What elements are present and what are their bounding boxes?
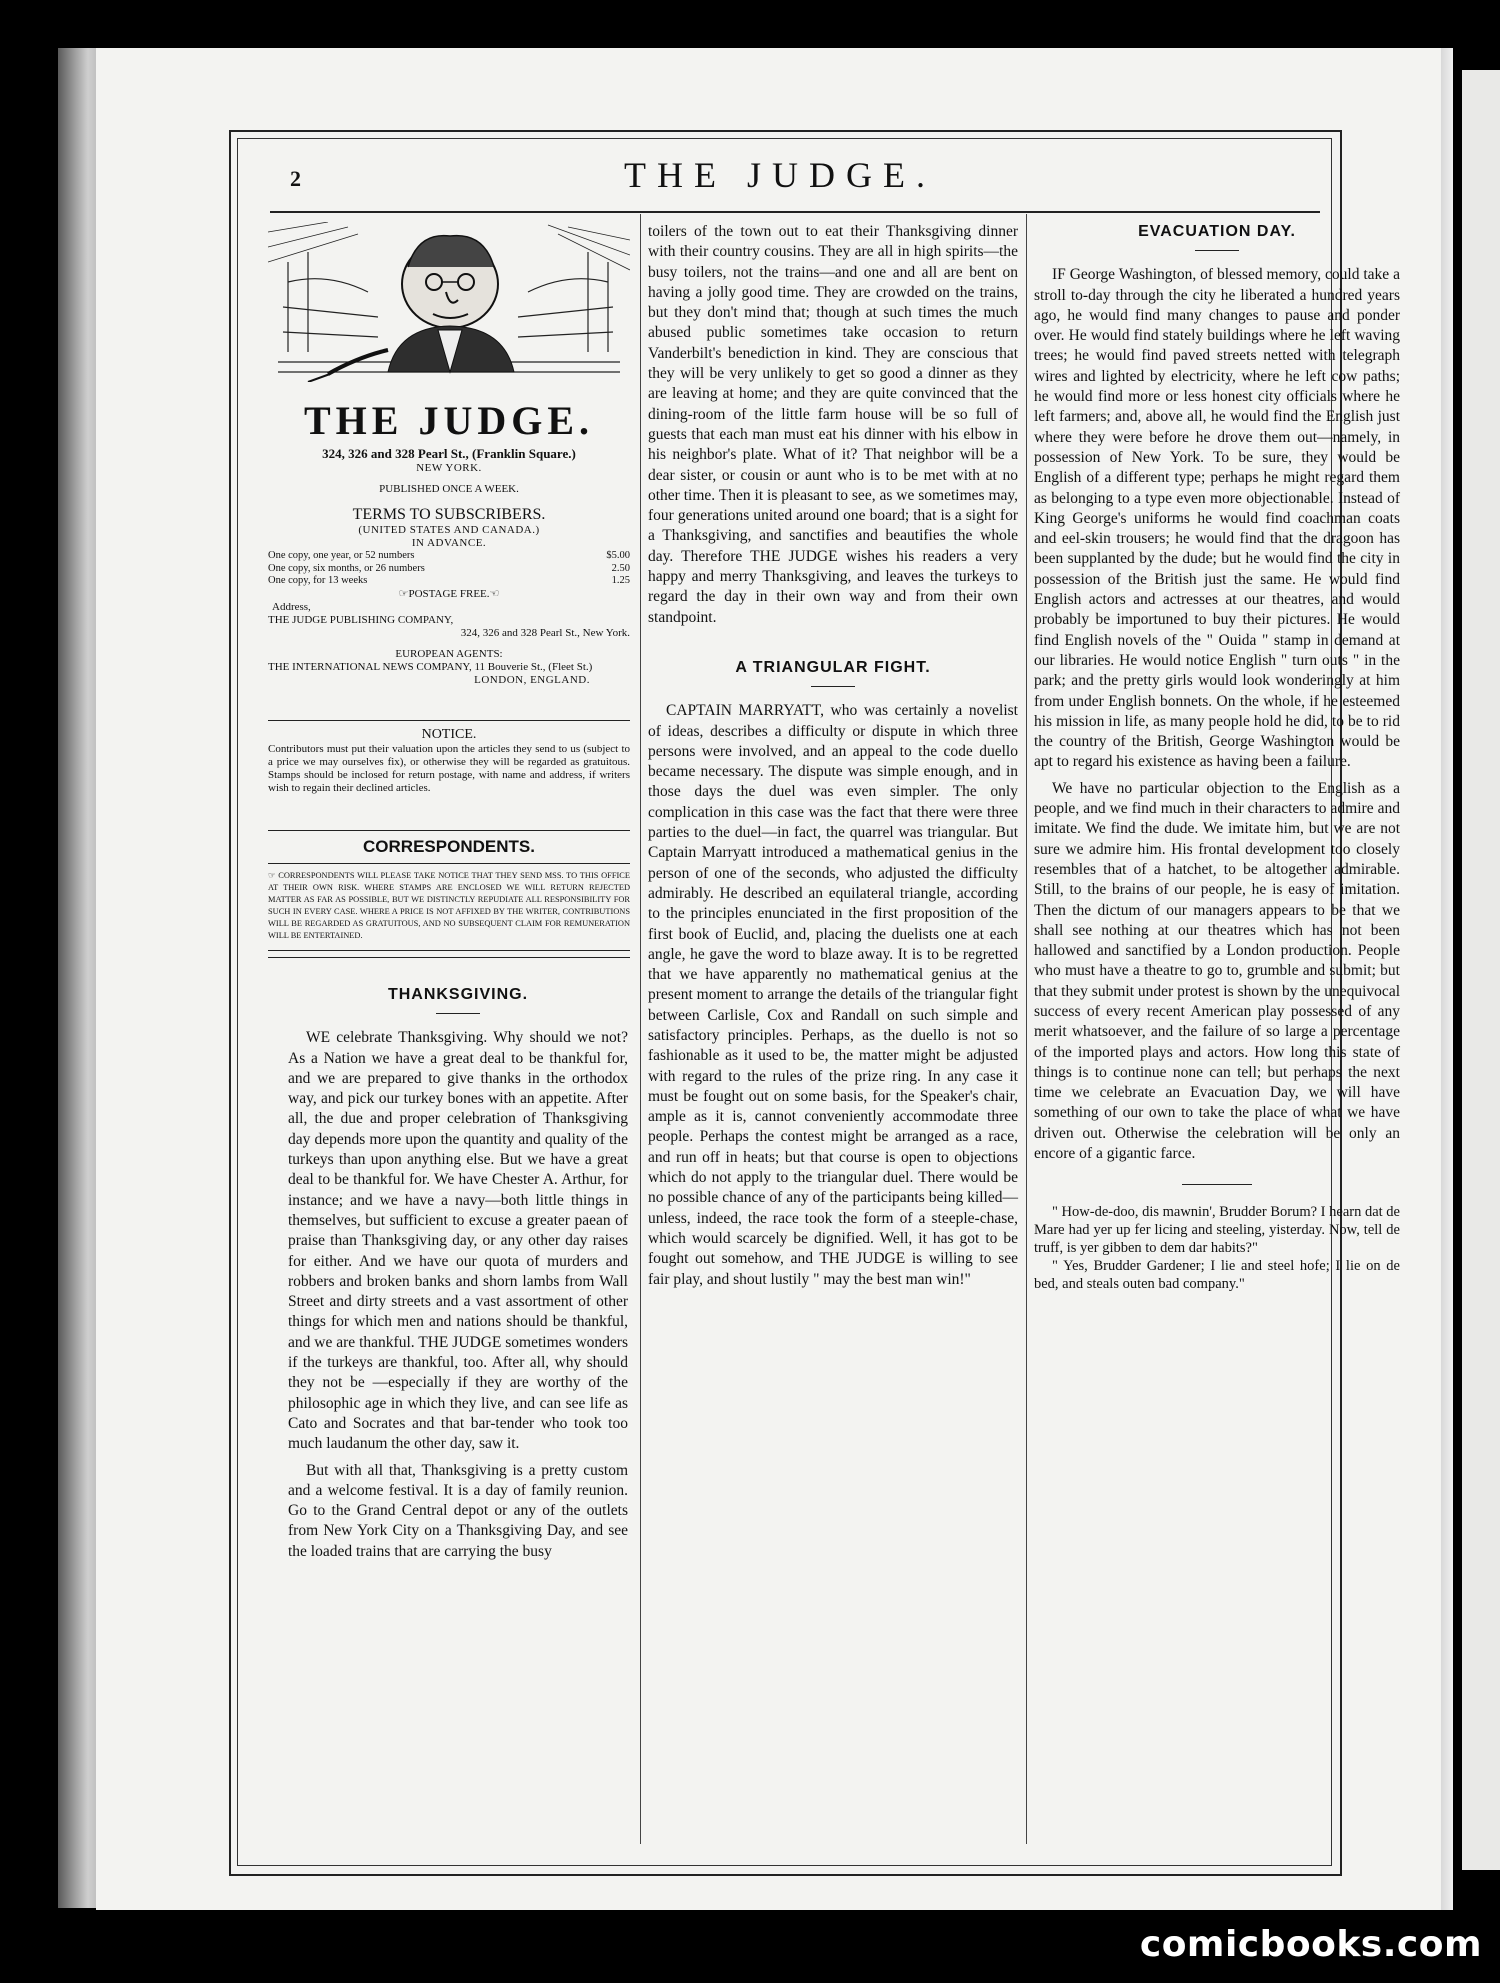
site-watermark: comicbooks.com <box>1139 1924 1482 1965</box>
notice-title: NOTICE. <box>421 727 477 742</box>
judge-illustration <box>268 222 630 382</box>
masthead-title: THE JUDGE. <box>624 155 936 195</box>
correspondents-title: CORRESPONDENTS. <box>363 837 535 856</box>
thanksgiving-heading: THANKSGIVING. <box>387 986 529 1003</box>
thanksgiving-paragraph-2: But with all that, Thanksgiving is a pretty custom and a welcome festival. It is a day of family reunion. Go to the Grand Central depot or any of the outlets from New York City on a Thanksgiving Day, and see the loaded trains that are carrying the busy <box>288 1461 628 1560</box>
correspondents-box <box>268 824 630 964</box>
book-binding <box>58 48 98 1908</box>
column-middle <box>648 222 1018 1290</box>
terms-region: (UNITED STATES AND CANADA.) <box>358 524 540 536</box>
publisher-address: 324, 326 and 328 Pearl St., (Franklin Square.) <box>322 446 576 461</box>
adjacent-page <box>1462 70 1500 1870</box>
page-edge <box>1441 48 1453 1910</box>
agents-title: EUROPEAN AGENTS: <box>395 647 503 660</box>
triangular-heading: A TRIANGULAR FIGHT. <box>735 658 931 676</box>
rate-row: One copy, for 13 weeks 1.25 <box>268 575 630 586</box>
publication-title: THE JUDGE. <box>303 398 595 443</box>
terms-in-advance: IN ADVANCE. <box>411 537 487 549</box>
rate-row: One copy, six months, or 26 numbers 2.50 <box>268 562 630 574</box>
thanksgiving-paragraph-1: WE celebrate Thanksgiving. Why should we not? As a Nation we have a great deal to be thankful for, and we are prepared to give thanks in the orthodox way, and pick our turkey bones with an appetite. After all, the due and proper celebration of Thanksgiving day depends more upon the quantity and quality of the turkeys than upon anything else. But we have a great deal to be thankful for. We have Chester A. Arthur, for instance; and we have a navy—both little things in themselves, but sufficient to excuse a greater paean of praise than Thanksgiving day, or any other day raises for either. And we have our quota of murders and robbers and broken banks and shorn lambs from Wall Street and dirty streets and a vast assortment of other things for which men and nations should be thankful, and we are thankful. THE JUDGE sometimes wonders if the turkeys are thankful, too. After all, why should they not be —especially if they are worthy of the philosophic age in which they live, and can see life as Cato and Socrates and that bar-tender who took too much laudanum the other day, saw it. <box>288 1029 628 1453</box>
subscription-terms <box>268 446 630 687</box>
terms-title: TERMS TO SUBSCRIBERS. <box>352 506 546 523</box>
agents-name: THE INTERNATIONAL NEWS COMPANY, 11 Bouverie St., (Fleet St.) <box>268 660 593 673</box>
column-rule-1 <box>640 214 641 1844</box>
agents-city: LONDON, ENGLAND. <box>474 673 590 686</box>
notice-text: Contributors must put their valuation upon the articles they send to us (subject to a price we may ourselves fix), or otherwise they will be regarded as gratuitous. Stamps should be inclosed for return postage, with name and address, if writers wish to regain their declined articles. <box>268 743 630 794</box>
company-name: THE JUDGE PUBLISHING COMPANY, <box>268 613 454 626</box>
correspondents-text: ☞ CORRESPONDENTS WILL PLEASE TAKE NOTICE THAT THEY SEND MSS. TO THIS OFFICE AT THEIR OWN RISK. WHERE STAMPS ARE ENCLOSED WE WILL RETURN REJECTED MATTER AS FAR AS POSSIBLE, BUT WE DISTINCTLY REPUDIATE ALL RESPONSIBILITY FOR SUCH IN EVERY CASE. WHERE A PRICE IS NOT AFFIXED BY THE WRITER, CONTRIBUTIONS WILL BE REGARDED AS GRATUITOUS, AND NO SUBSEQUENT CLAIM FOR REMUNERATION WILL BE ENTERTAINED. <box>268 871 630 940</box>
column-right <box>1034 222 1400 1293</box>
evacuation-heading: EVACUATION DAY. <box>1138 223 1296 240</box>
thanksgiving-paragraph-3: toilers of the town out to eat their Thanksgiving dinner with their country cousins. They are all in high spirits—the busy toilers, not the trains—and one and all are bent on having a jolly good time. They are crowded on the trains, but they don't mind that; though at such times the much abused public sometimes take occasion to return Vanderbilt's benediction in kind. They are conscious that they will be very unlikely to get so good a dinner as they are leaving at home; and they are quite convinced that the dining-room of the little farm house will be so full of guests that each man must eat his dinner with his elbow in his neighbor's plate. What of it? That neighbor will be a dear sister, or cousin or aunt who is to be met with at no other time. Then it is pleasant to see, as we sometimes may, four generations united around one board; that is a sight for a Thanksgiving, and sanctifies and beautifies the whole day. Therefore THE JUDGE wishes his readers a very happy and merry Thanksgiving, and leaves the turkeys to regard the day in their own way and from their own standpoint. <box>648 223 1018 626</box>
evacuation-paragraph-1: IF George Washington, of blessed memory, could take a stroll to-day through the city he liberated a hundred years ago, he would find many changes to pause and ponder over. He would find stately buildings where he left waving trees; he would find paved streets netted with telegraph wires and lighted by electricity, where he left cow paths; he would find more or less honest city officials where he left farmers; and, above all, he would find the English just where they were before he drove them out—namely, in possession of New York. To be sure, they would be English of a different type; perhaps he might regard them as belonging to a type even more objectionable. Instead of King George's uniforms he would find coachman coats and eel-skin trousers; he would find that the dragoon has been supplanted by the dude; but he would find the city in possession of the British just the same. He would find English actors and actresses at our theatres, and would probably be importuned to buy their pictures. He would find English novels of the " Ouida " stamp in demand at our libraries. He would notice English " turn outs " in the park; and the pretty girls would look wonderingly at him from under English bonnets. On the whole, if he esteemed his mission in life, as many people hold he did, to be to rid the country of the British, George Washington would be apt to regard his existence as having been a failure. <box>1034 266 1400 771</box>
publication-frequency: PUBLISHED ONCE A WEEK. <box>379 483 519 495</box>
notice-box <box>268 714 630 795</box>
publisher-city: NEW YORK. <box>416 462 482 474</box>
evacuation-paragraph-2: We have no particular objection to the English as a people, and we find much in their characters to admire and imitate. We find the dude. We imitate him, but we are not sure we admire him. His frontal development too closely resembles that of a hatchet, to be altogether admirable. Still, to the brains of our people, he is easy of imitation. Then the dictum of our managers appears to be that we shall see nothing at our theatres which has not been hallowed and sanctified by a London production. People who must have a theatre to go to, grumble and submit; but that they submit under protest is shown by the unequivocal success of every recent American play possessed of any merit whatsoever, and the failure of so large a percentage of the imported plays and actors. How long this state of things is to continue none can tell; but perhaps the next time we celebrate an Evacuation Day, we will have something of our own to take the place of what we have driven out. Otherwise the celebration will be only an encore of a gigantic farce. <box>1034 779 1400 1163</box>
rate-row: One copy, one year, or 52 numbers $5.00 <box>268 550 630 561</box>
address-label: Address, <box>272 600 311 613</box>
thanksgiving-article <box>288 985 628 1562</box>
header-rule <box>270 211 1320 213</box>
page-number: 2 <box>290 166 301 191</box>
postage-note: ☞POSTAGE FREE.☜ <box>398 587 500 600</box>
dialect-quote-2: " Yes, Brudder Gardener; I lie and steel hofe; I lie on de bed, and steals outen bad company." <box>1034 1258 1400 1293</box>
dialect-quote-1: " How-de-doo, dis mawnin', Brudder Borum? I hearn dat de Mare had yer up fer licing and steeling, yisterday. Now, tell de truff, is yer gibben to dem dar habits?" <box>1034 1204 1400 1257</box>
triangular-paragraph: CAPTAIN MARRYATT, who was certainly a novelist of ideas, describes a difficulty or dispute in which three persons were involved, and an appeal to the code duello became necessary. The dispute was simple enough, and in those days the duel was even simpler. The only complication in this case was the fact that there were three parties to the duel—in fact, the quarrel was triangular. But Captain Marryatt introduced a mathematical genius in the person of one of the seconds, who adjusted the difficulty admirably. He described an equilateral triangle, according to the principles enunciated in the first proposition of the first book of Euclid, and, placing the duelists one at each angle, he gave the word to blaze away. It is to be regretted that we have apparently no mathematical genius at the present moment to arrange the details of the triangular fight between Carlisle, Cox and Randall on such simple and satisfactory principles. Perhaps, as the duello is not so fashionable as it used to be, the matter might be adjusted with regard to the rules of the prize ring. In any case it must be fought out on some basis, for the Speaker's chair, ample as it is, cannot conveniently accommodate three people. Perhaps the contest might be arranged as a race, and run off in heats; but that course is open to objections which do not apply to the triangular duel. There would be no possible chance of any of the participants being killed—unless, indeed, the race took the form of a steeple-chase, which would scarcely be dignified. Well, it has got to be fought out somehow, and THE JUDGE is willing to see fair play, and shout lustily " may the best man win!" <box>648 702 1018 1288</box>
company-address: 324, 326 and 328 Pearl St., New York. <box>460 626 630 639</box>
column-rule-2 <box>1026 214 1027 1844</box>
